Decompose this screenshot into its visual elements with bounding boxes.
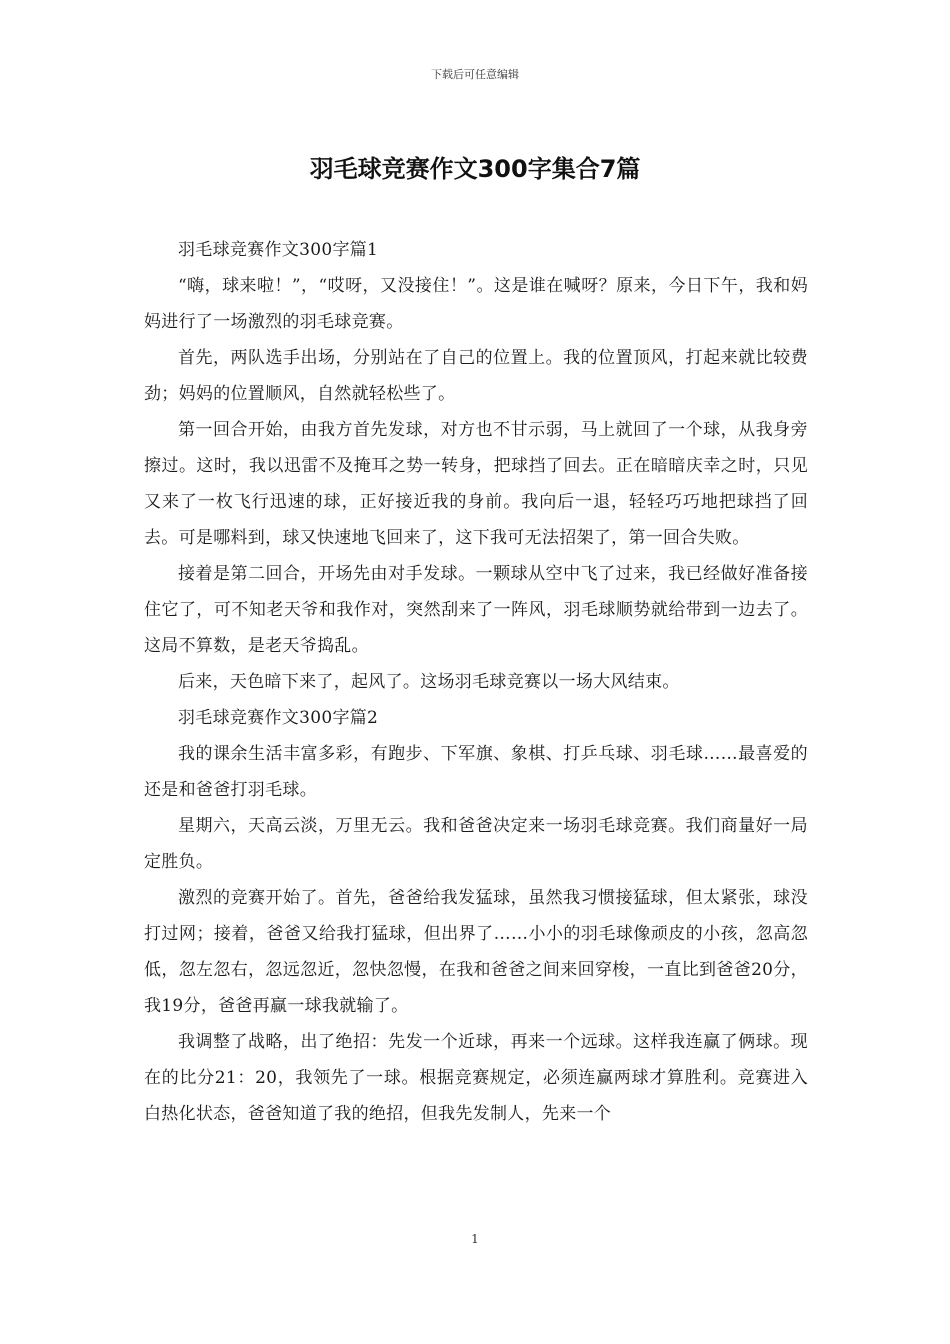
paragraph: 我调整了战略，出了绝招：先发一个近球，再来一个远球。这样我连赢了俩球。现在的比分21：20，我领先了一球。根据竞赛规定，必须连赢两球才算胜利。竞赛进入白热化状态，爸爸知道了我的绝招，但我先发制人，先来一个 [144, 1032, 808, 1124]
paragraph: 我的课余生活丰富多彩，有跑步、下军旗、象棋、打乒乓球、羽毛球……最喜爱的还是和爸爸打羽毛球。 [144, 744, 808, 800]
document-title: 羽毛球竞赛作文300字集合7篇 [309, 155, 641, 183]
page-number: 1 [471, 1232, 479, 1246]
section-heading-2: 羽毛球竞赛作文300字篇2 [178, 708, 379, 728]
document-body [144, 232, 808, 1132]
paragraph: “嗨，球来啦！”，“哎呀，又没接住！”。这是谁在喊呀？原来，今日下午，我和妈妈进行了一场激烈的羽毛球竞赛。 [144, 276, 808, 332]
paragraph: 第一回合开始，由我方首先发球，对方也不甘示弱，马上就回了一个球，从我身旁擦过。这时，我以迅雷不及掩耳之势一转身，把球挡了回去。正在暗暗庆幸之时，只见又来了一枚飞行迅速的球，正好接近我的身前。我向后一退，轻轻巧巧地把球挡了回去。可是哪料到，球又快速地飞回来了，这下我可无法招架了，第一回合失败。 [144, 420, 808, 548]
paragraph: 首先，两队选手出场，分别站在了自己的位置上。我的位置顶风，打起来就比较费劲；妈妈的位置顺风，自然就轻松些了。 [144, 348, 808, 404]
section-heading-1: 羽毛球竞赛作文300字篇1 [178, 240, 379, 260]
paragraph: 激烈的竞赛开始了。首先，爸爸给我发猛球，虽然我习惯接猛球，但太紧张，球没打过网；接着，爸爸又给我打猛球，但出界了……小小的羽毛球像顽皮的小孩，忽高忽低，忽左忽右，忽远忽近，忽快忽慢，在我和爸爸之间来回穿梭，一直比到爸爸20分，我19分，爸爸再赢一球我就输了。 [144, 888, 808, 1016]
paragraph: 星期六，天高云淡，万里无云。我和爸爸决定来一场羽毛球竞赛。我们商量好一局定胜负。 [144, 816, 808, 872]
header-note: 下载后可任意编辑 [431, 68, 519, 81]
paragraph: 接着是第二回合，开场先由对手发球。一颗球从空中飞了过来，我已经做好准备接住它了，可不知老天爷和我作对，突然刮来了一阵风，羽毛球顺势就给带到一边去了。这局不算数，是老天爷捣乱。 [144, 564, 808, 656]
paragraph: 后来，天色暗下来了，起风了。这场羽毛球竞赛以一场大风结束。 [178, 672, 680, 692]
